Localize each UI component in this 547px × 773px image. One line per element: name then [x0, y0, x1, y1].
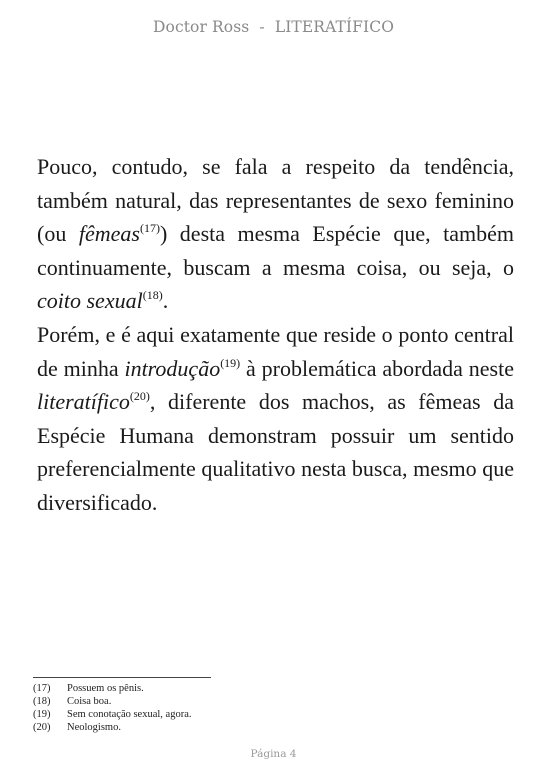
p2-italic-introducao: introdução	[124, 355, 221, 381]
p1-text-2: ) desta mesma Espécie que, também continuamente, buscam a mesma coisa, ou seja, o	[37, 221, 514, 280]
paragraph-2	[33, 318, 514, 520]
p1-italic-coito-sexual: coito sexual	[37, 288, 143, 314]
footnote-19	[33, 708, 333, 721]
footnotes	[33, 682, 333, 734]
footnote-divider	[33, 677, 211, 678]
header-title: LITERATÍFICO	[274, 18, 395, 36]
footnote-text: Neologismo.	[67, 722, 121, 733]
footnote-number: (20)	[33, 722, 51, 733]
p2-text-3: , diferente dos machos, as fêmeas da Espécie Humana demonstram possuir um sentido preferencialmente qualitativo nesta busca, mesmo que diversificado.	[37, 389, 514, 515]
footnote-ref-17[interactable]: (17)	[139, 221, 160, 236]
footnote-text: Possuem os pênis.	[67, 683, 144, 694]
footnote-ref-19[interactable]: (19)	[220, 355, 241, 370]
footnote-text: Sem conotação sexual, agora.	[67, 709, 192, 720]
footnote-ref-18[interactable]: (18)	[142, 288, 163, 303]
footnote-number: (19)	[33, 709, 51, 720]
footnote-number: (18)	[33, 696, 51, 707]
header-separator: -	[259, 18, 265, 36]
p2-text-2: à problemática abordada neste	[240, 355, 514, 381]
footnote-number: (17)	[33, 683, 51, 694]
p1-italic-femeas: fêmeas	[78, 221, 140, 247]
running-header	[0, 18, 547, 36]
p1-text-1: Pouco, contudo, se fala a respeito da tendência, também natural, das representantes de sexo feminino (ou	[37, 154, 514, 247]
p1-text-3: .	[162, 288, 169, 314]
footnote-17	[33, 682, 333, 695]
paragraph-1	[33, 150, 514, 318]
footnote-18	[33, 695, 333, 708]
body-text	[33, 150, 514, 520]
p2-italic-literatifico: literatífico	[37, 389, 130, 415]
footnote-text: Coisa boa.	[67, 696, 112, 707]
footnote-20	[33, 721, 333, 734]
page-number: Página 4	[250, 748, 297, 760]
p2-text-1: Porém, e é aqui exatamente que reside o ponto central de minha	[37, 321, 514, 381]
footnote-ref-20[interactable]: (20)	[129, 389, 150, 404]
header-author: Doctor Ross	[152, 18, 250, 36]
